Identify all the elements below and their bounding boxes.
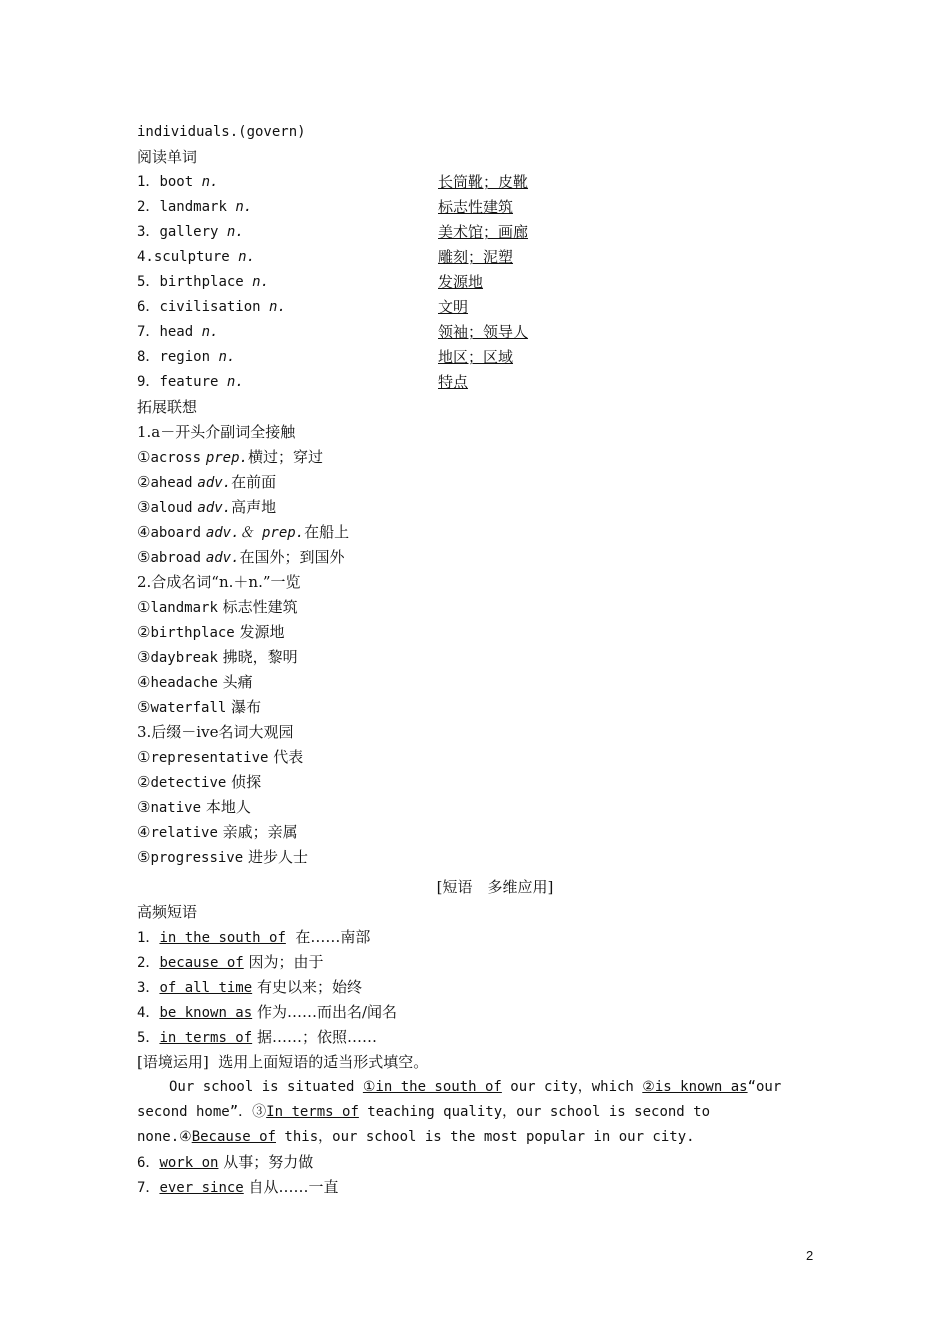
item-mark: ③ — [137, 648, 151, 666]
phrase-number: 2． — [137, 955, 160, 971]
phrase-meaning: 在……南部 — [295, 928, 371, 946]
item-meaning: 在船上 — [304, 523, 350, 541]
vocab-number: 3． — [137, 224, 160, 240]
passage-blank: ②is known as — [642, 1079, 748, 1095]
vocab-word: gallery — [159, 224, 219, 240]
vocab-item — [137, 170, 218, 195]
item-mark: ④ — [137, 673, 151, 691]
vocab-meaning: 地区；区域 — [438, 348, 514, 366]
passage-text: Our school is situated — [169, 1079, 363, 1095]
vocab-meaning: 特点 — [438, 373, 469, 391]
list-item — [137, 595, 298, 620]
list-item — [137, 770, 261, 795]
group2-title: 2.合成名词“n.＋n.”一览 — [137, 573, 301, 591]
item-mark: ① — [137, 598, 151, 616]
passage-line — [137, 1100, 710, 1125]
list-item — [137, 795, 251, 820]
vocab-meaning: 文明 — [438, 298, 469, 316]
item-mark: ② — [137, 623, 151, 641]
vocab-meaning: 长筒靴；皮靴 — [438, 173, 529, 191]
group1-title: 1.a－开头介副词全接触 — [137, 423, 296, 441]
vocab-meaning: 雕刻；泥塑 — [438, 248, 514, 266]
vocab-item — [137, 220, 244, 245]
page-number: 2 — [806, 1248, 814, 1263]
passage-text: none.④ — [137, 1129, 192, 1145]
passage-blank: Because of — [191, 1129, 276, 1145]
item-meaning: 本地人 — [205, 798, 251, 816]
item-mark: ⑤ — [137, 848, 151, 866]
vocab-pos: n. — [252, 274, 270, 290]
vocab-number: 6． — [137, 299, 160, 315]
phrase-text: ever since — [159, 1180, 244, 1196]
vocab-item — [137, 370, 244, 395]
vocab-pos: n. — [226, 374, 244, 390]
phrase-item — [137, 1025, 377, 1050]
vocab-pos: n. — [235, 199, 253, 215]
list-item — [137, 645, 298, 670]
item-word: landmark — [150, 600, 218, 616]
list-item — [137, 745, 303, 770]
passage-blank: ①in the south of — [362, 1079, 502, 1095]
phrase-text: in terms of — [159, 1030, 253, 1046]
vocab-item — [137, 320, 218, 345]
item-meaning: 在前面 — [231, 473, 277, 491]
context-instruction: 选用上面短语的适当形式填空。 — [218, 1053, 429, 1071]
item-word: waterfall — [150, 700, 227, 716]
item-word: daybreak — [150, 650, 218, 666]
vocab-word: head — [159, 324, 194, 340]
vocab-meaning: 美术馆；画廊 — [438, 223, 529, 241]
passage-line — [137, 1125, 695, 1150]
list-item — [137, 545, 345, 570]
vocab-meaning: 发源地 — [438, 273, 484, 291]
item-pos: adv. — [205, 550, 240, 566]
item-meaning: 头痛 — [222, 673, 253, 691]
phrase-text: in the south of — [159, 930, 286, 946]
vocab-word: sculpture — [153, 249, 230, 265]
list-item — [137, 820, 298, 845]
vocab-item — [137, 270, 269, 295]
phrase-item — [137, 950, 324, 975]
section-title: [短语 多维应用] — [436, 878, 554, 896]
vocab-item — [137, 345, 235, 370]
phrase-text: because of — [159, 955, 244, 971]
reading-words-heading: 阅读单词 — [137, 148, 198, 166]
vocab-number: 8． — [137, 349, 160, 365]
group3-title: 3.后缀－ive名词大观园 — [137, 723, 294, 741]
item-meaning: 横过；穿过 — [247, 448, 323, 466]
phrase-meaning: 作为……而出名/闻名 — [256, 1003, 397, 1021]
vocab-pos: n. — [226, 224, 244, 240]
vocab-number: 2． — [137, 199, 160, 215]
vocab-pos: n. — [201, 324, 219, 340]
passage-text: our city，which — [501, 1079, 643, 1095]
item-pos: adv.＆ prep. — [205, 525, 305, 541]
item-word: progressive — [150, 850, 244, 866]
vocab-pos: n. — [218, 349, 236, 365]
item-word: headache — [150, 675, 218, 691]
vocab-pos: n. — [201, 174, 219, 190]
vocab-number: 5． — [137, 274, 160, 290]
item-meaning: 进步人士 — [247, 848, 308, 866]
item-word: abroad — [150, 550, 202, 566]
item-pos: adv. — [197, 500, 232, 516]
item-meaning: 瀑布 — [231, 698, 262, 716]
item-word: ahead — [150, 475, 193, 491]
item-meaning: 代表 — [273, 748, 304, 766]
item-meaning: 侦探 — [231, 773, 262, 791]
vocab-word: feature — [159, 374, 219, 390]
vocab-word: boot — [159, 174, 194, 190]
phrase-text: work on — [159, 1155, 219, 1171]
phrase-text: of all time — [159, 980, 253, 996]
phrase-number: 3． — [137, 980, 160, 996]
vocab-meaning: 标志性建筑 — [438, 198, 514, 216]
phrase-meaning: 据……；依照…… — [256, 1028, 377, 1046]
phrase-number: 7． — [137, 1180, 160, 1196]
passage-text: this，our school is the most popular in our city. — [276, 1129, 695, 1145]
list-item — [137, 445, 323, 470]
expansion-heading: 拓展联想 — [137, 398, 198, 416]
item-mark: ③ — [137, 798, 151, 816]
vocab-word: birthplace — [159, 274, 244, 290]
passage-text: second home”．③ — [137, 1104, 267, 1120]
list-item — [137, 670, 253, 695]
phrase-text: be known as — [159, 1005, 253, 1021]
item-mark: ① — [137, 748, 151, 766]
context-usage — [137, 1050, 428, 1075]
item-word: aboard — [150, 525, 202, 541]
item-pos: prep. — [205, 450, 248, 466]
item-mark: ④ — [137, 823, 151, 841]
phrase-number: 4． — [137, 1005, 160, 1021]
item-word: detective — [150, 775, 227, 791]
list-item — [137, 695, 261, 720]
item-mark: ① — [137, 448, 151, 466]
item-word: birthplace — [150, 625, 235, 641]
vocab-pos: n. — [238, 249, 256, 265]
item-meaning: 高声地 — [231, 498, 277, 516]
item-mark: ⑤ — [137, 548, 151, 566]
vocab-number: 7． — [137, 324, 160, 340]
list-item — [137, 520, 349, 545]
vocab-number: 9． — [137, 374, 160, 390]
item-mark: ② — [137, 473, 151, 491]
item-pos: adv. — [197, 475, 232, 491]
item-word: representative — [150, 750, 269, 766]
item-word: aloud — [150, 500, 193, 516]
vocab-word: landmark — [159, 199, 227, 215]
item-meaning: 标志性建筑 — [222, 598, 298, 616]
vocab-word: region — [159, 349, 211, 365]
vocab-number: 4. — [137, 249, 154, 265]
vocab-item — [137, 295, 286, 320]
passage-text: “our — [747, 1079, 782, 1095]
phrase-item — [137, 925, 370, 950]
item-meaning: 亲戚；亲属 — [222, 823, 298, 841]
list-item — [137, 470, 276, 495]
phrase-meaning: 从事；努力做 — [223, 1153, 314, 1171]
item-word: across — [150, 450, 202, 466]
list-item — [137, 845, 308, 870]
passage-blank: In terms of — [266, 1104, 359, 1120]
phrase-meaning: 因为；由于 — [248, 953, 324, 971]
item-meaning: 在国外；到国外 — [239, 548, 345, 566]
vocab-item — [137, 245, 255, 270]
item-meaning: 拂晓，黎明 — [222, 648, 298, 666]
list-item — [137, 620, 285, 645]
phrase-meaning: 有史以来；始终 — [256, 978, 362, 996]
context-label: [语境运用] — [137, 1053, 209, 1071]
phrase-meaning: 自从……一直 — [248, 1178, 339, 1196]
item-word: native — [150, 800, 202, 816]
item-mark: ③ — [137, 498, 151, 516]
list-item — [137, 495, 276, 520]
item-mark: ④ — [137, 523, 151, 541]
item-mark: ② — [137, 773, 151, 791]
phrase-number: 5． — [137, 1030, 160, 1046]
passage-text: teaching quality，our school is second to — [358, 1104, 711, 1120]
phrase-item — [137, 1175, 339, 1200]
vocab-number: 1． — [137, 174, 160, 190]
vocab-word: civilisation — [159, 299, 261, 315]
intro-line: individuals.(govern) — [137, 124, 306, 140]
vocab-pos: n. — [269, 299, 286, 315]
vocab-meaning: 领袖；领导人 — [438, 323, 529, 341]
phrase-item — [137, 975, 362, 1000]
phrase-number: 6． — [137, 1155, 160, 1171]
passage-line — [169, 1075, 781, 1100]
phrase-item — [137, 1000, 397, 1025]
item-word: relative — [150, 825, 218, 841]
phrase-number: 1． — [137, 930, 160, 946]
phrase-item — [137, 1150, 313, 1175]
item-meaning: 发源地 — [239, 623, 285, 641]
item-mark: ⑤ — [137, 698, 151, 716]
vocab-item — [137, 195, 252, 220]
phrases-heading: 高频短语 — [137, 903, 198, 921]
